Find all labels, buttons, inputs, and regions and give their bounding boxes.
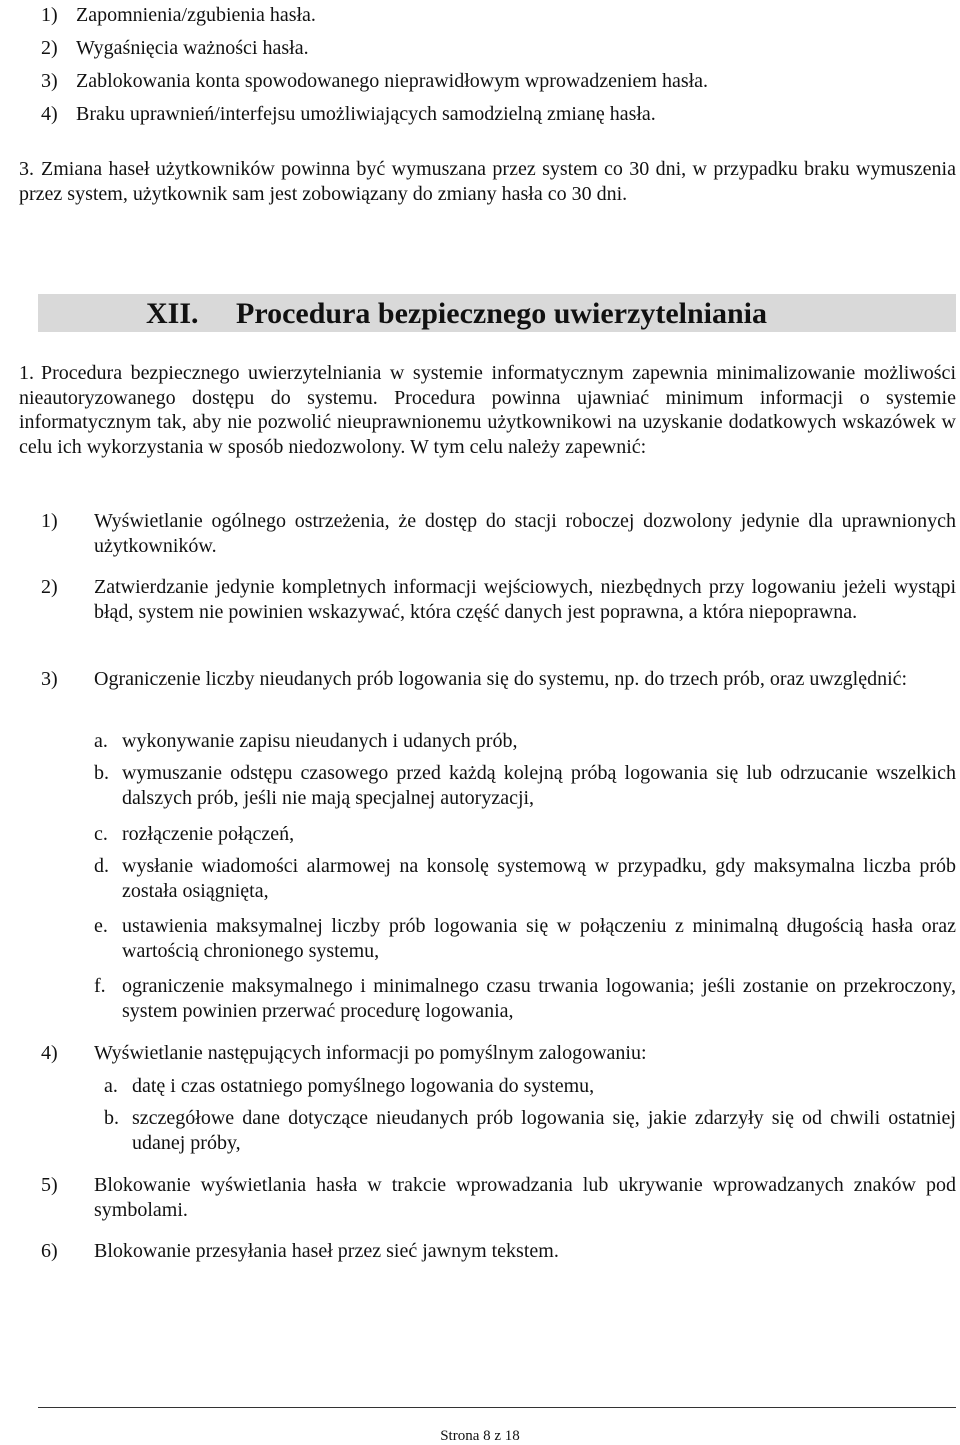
sublist-letter: f.: [94, 975, 106, 997]
sublist-item: rozłączenie połączeń,: [122, 823, 295, 845]
paragraph-password-change: Zmiana haseł użytkowników powinna być wymuszana przez system co 30 dni, w przypadku braku wymuszenia przez system, użytkownik sam jest zobowiązany do zmiany hasła co 30 dni.: [19, 158, 956, 205]
sublist-item: szczegółowe dane dotyczące nieudanych prób logowania się, jakie zdarzyły się od chwili ostatniej udanej próby,: [132, 1107, 956, 1154]
list-item-attempt-limit: Ograniczenie liczby nieudanych prób logowania się do systemu, np. do trzech prób, oraz uwzględnić:: [94, 668, 908, 690]
list-item-password-masking: Blokowanie wyświetlania hasła w trakcie wprowadzania lub ukrywanie wprowadzanych znaków pod symbolami.: [94, 1174, 956, 1221]
sublist-letter: b.: [94, 762, 109, 784]
list-number: 2): [41, 576, 58, 598]
list-number: 5): [41, 1174, 58, 1196]
list-number: 3): [41, 668, 58, 690]
list-item-plaintext-block: Blokowanie przesyłania haseł przez sieć jawnym tekstem.: [94, 1240, 559, 1262]
sublist-item: wykonywanie zapisu nieudanych i udanych prób,: [122, 730, 518, 752]
sublist-letter: b.: [104, 1107, 119, 1129]
list-number: 1): [41, 510, 58, 532]
paragraph-auth-procedure: Procedura bezpiecznego uwierzytelniania w systemie informatycznym zapewnia minimalizowanie możliwości nieautoryzowanego dostępu do systemu. Procedura powinna ujawniać minimum informacji o systemie informatycznym tak, aby nie pozwolić nieuprawnionemu użytkownikowi na uzyskanie dodatkowych wskazówek w celu ich wykorzystania w sposób niedozwolony. W tym celu należy zapewnić:: [19, 362, 956, 458]
sublist-item: datę i czas ostatniego pomyślnego logowania do systemu,: [132, 1075, 595, 1097]
list-number: 1): [41, 4, 58, 26]
paragraph-number: 1.: [19, 362, 34, 384]
list-number: 3): [41, 70, 58, 92]
paragraph-number: 3.: [19, 158, 34, 180]
list-number: 6): [41, 1240, 58, 1262]
list-number: 2): [41, 37, 58, 59]
footer-rule: [38, 1407, 956, 1408]
list-item: Wygaśnięcia ważności hasła.: [76, 37, 309, 59]
section-title: Procedura bezpiecznego uwierzytelniania: [236, 297, 768, 330]
list-number: 4): [41, 103, 58, 125]
sublist-item: wymuszanie odstępu czasowego przed każdą kolejną próbą logowania się lub odrzucanie wszelkich dalszych prób, jeśli nie mają specjalnej autoryzacji,: [122, 762, 956, 809]
sublist-letter: a.: [94, 730, 108, 752]
sublist-letter: e.: [94, 915, 108, 937]
sublist-letter: c.: [94, 823, 108, 845]
list-item: Zapomnienia/zgubienia hasła.: [76, 4, 316, 26]
section-number: XII.: [146, 297, 199, 330]
sublist-item: ustawienia maksymalnej liczby prób logowania się w połączeniu z minimalną długością hasła oraz wartością chronionego systemu,: [122, 915, 956, 962]
page-number: Strona 8 z 18: [440, 1428, 520, 1444]
list-item: Braku uprawnień/interfejsu umożliwiających samodzielną zmianę hasła.: [76, 103, 656, 125]
list-number: 4): [41, 1042, 58, 1064]
list-item-input-validation: Zatwierdzanie jedynie kompletnych informacji wejściowych, niezbędnych przy logowaniu jeżeli wystąpi błąd, system nie powinien wskazywać, która część danych jest poprawna, a która niepoprawna.: [94, 576, 956, 623]
sublist-letter: d.: [94, 855, 109, 877]
list-item: Zablokowania konta spowodowanego nieprawidłowym wprowadzeniem hasła.: [76, 70, 709, 92]
sublist-item: wysłanie wiadomości alarmowej na konsolę systemową w przypadku, gdy maksymalna liczba prób została osiągnięta,: [122, 855, 956, 902]
sublist-letter: a.: [104, 1075, 118, 1097]
sublist-item: ograniczenie maksymalnego i minimalnego czasu trwania logowania; jeśli zostanie on przekroczony, system powinien przerwać procedurę logowania,: [122, 975, 956, 1022]
list-item-warning: Wyświetlanie ogólnego ostrzeżenia, że dostęp do stacji roboczej dozwolony jedynie dla uprawnionych użytkowników.: [94, 510, 956, 557]
list-item-login-info: Wyświetlanie następujących informacji po pomyślnym zalogowaniu:: [94, 1042, 647, 1064]
